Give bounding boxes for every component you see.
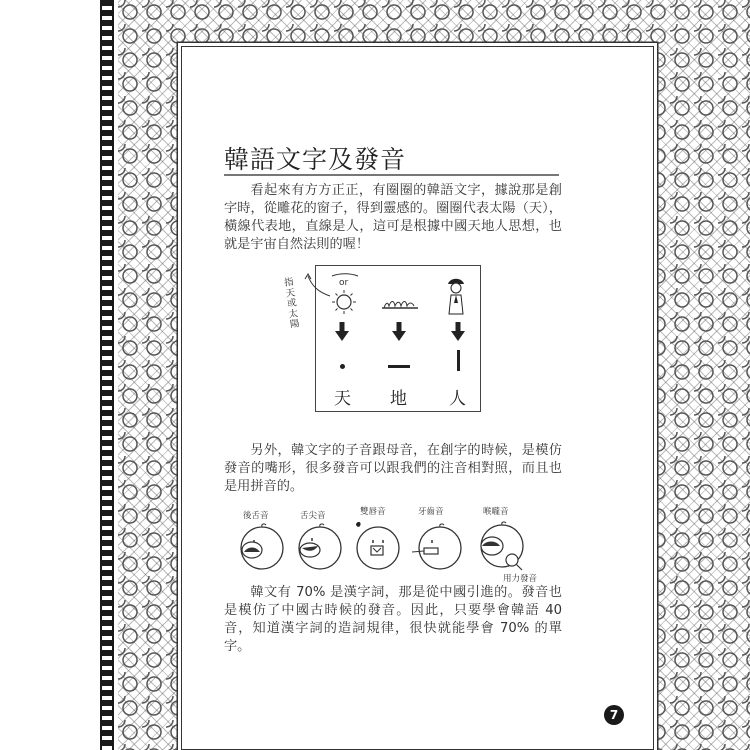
mouth-lips-icon <box>352 518 402 572</box>
page-number-badge: 7 <box>604 705 624 725</box>
title-underline <box>224 174 559 176</box>
paragraph-intro: 看起來有方方正正，有圈圈的韓語文字，據說那是創字時，從雕花的窗子，得到靈感的。圈圈代表太陽（天），橫線代表地，直線是人，這可是根據中國天地人思想，也就是宇宙自然法則的喔！ <box>224 183 562 252</box>
mouth-label: 喉嚨音 <box>483 507 509 517</box>
mouth-label: 雙唇音 <box>360 507 386 517</box>
mouth-back-tongue-icon <box>236 522 286 572</box>
effort-note: 用力發音 <box>503 574 538 584</box>
mouth-label: 後舌音 <box>243 511 269 521</box>
paragraph-consonants: 另外，韓文字的子音跟母音，在創字的時候，是模仿發音的嘴形，很多發音可以跟我們的注音相對照，而且也是用拼音的。 <box>224 443 562 494</box>
paragraph-sino-korean: 韓文有 70% 是漢字詞，那是從中國引進的。發音也是模仿了中國古時候的發音。因此，只要學會韓語 40 音，知道漢字詞的造詞規律，很快就能學會 70% 的單字。 <box>224 585 562 654</box>
mouth-label: 牙齒音 <box>418 507 444 517</box>
mouth-tongue-tip-icon <box>294 522 344 572</box>
mouth-label: 舌尖音 <box>300 511 326 521</box>
person-icon <box>444 276 468 316</box>
ground-icon <box>380 296 420 312</box>
down-arrow-icon <box>335 322 349 342</box>
or-label: or <box>339 278 349 288</box>
mouth-teeth-icon <box>410 518 464 572</box>
down-arrow-icon <box>392 322 406 342</box>
char-man: 人 <box>449 389 466 409</box>
down-arrow-icon <box>451 322 465 342</box>
page-title: 韓語文字及發音 <box>224 145 407 174</box>
sky-line-icon <box>330 273 360 279</box>
char-heaven: 天 <box>334 389 351 409</box>
mouth-throat-icon <box>472 518 528 574</box>
char-earth: 地 <box>390 389 407 409</box>
diagram-side-note: 指天或太陽 <box>283 276 301 331</box>
horizontal-stroke <box>388 365 410 368</box>
vertical-stroke <box>457 350 460 371</box>
sun-icon <box>330 288 358 316</box>
binding-strip <box>100 0 114 750</box>
dot-stroke <box>340 364 345 369</box>
